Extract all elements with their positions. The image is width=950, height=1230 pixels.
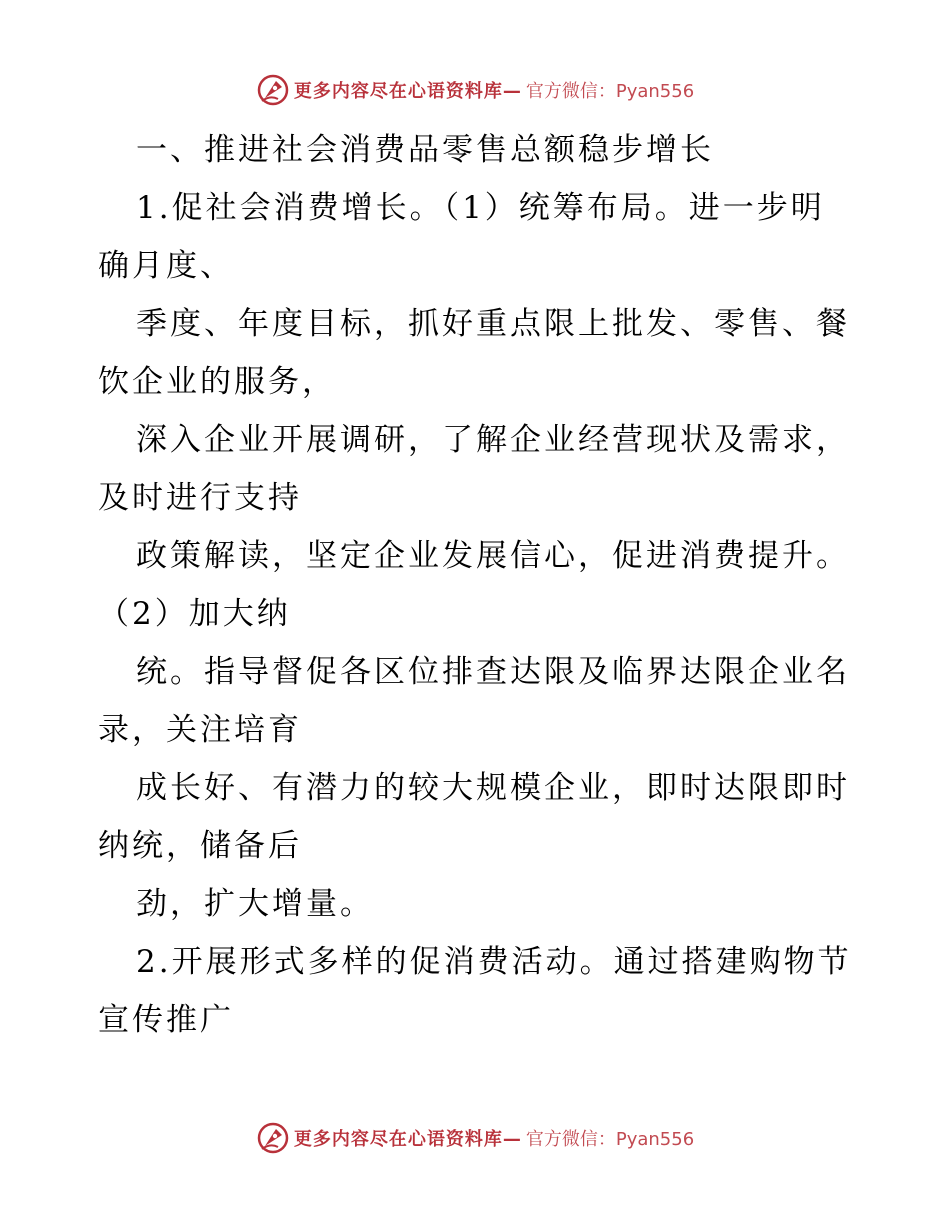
- document-body: [98, 121, 858, 1049]
- pen-nib-circle-logo-icon: [256, 73, 290, 107]
- header-promo-text: 更多内容尽在心语资料库—: [293, 81, 522, 102]
- doc-line: 及时进行支持: [98, 480, 302, 516]
- doc-line: 政策解读，坚定企业发展信心，促进消费提升。: [136, 538, 850, 574]
- doc-line: 一、推进社会消费品零售总额稳步增长: [136, 132, 714, 168]
- doc-line: 纳统，储备后: [98, 828, 302, 864]
- doc-line: 饮企业的服务，: [98, 364, 336, 400]
- doc-line: 统。指导督促各区位排查达限及临界达限企业名: [136, 654, 850, 690]
- doc-line: 2.开展形式多样的促消费活动。通过搭建购物节: [136, 944, 852, 980]
- doc-line: 宣传推广: [98, 1002, 234, 1038]
- footer-banner: [0, 1118, 950, 1158]
- pen-nib-circle-logo-icon: [256, 1121, 290, 1155]
- header-wechat-text: 官方微信：Pyan556: [525, 81, 695, 102]
- doc-line: 1.促社会消费增长。（1）统筹布局。进一步明: [136, 190, 825, 226]
- doc-line: 录，关注培育: [98, 712, 302, 748]
- doc-line: 确月度、: [98, 248, 234, 284]
- doc-line: 劲，扩大增量。: [136, 886, 374, 922]
- footer-promo-text: 更多内容尽在心语资料库—: [293, 1129, 522, 1150]
- doc-line: 深入企业开展调研，了解企业经营现状及需求，: [136, 422, 850, 458]
- doc-line: （2）加大纳: [98, 596, 291, 632]
- doc-line: 成长好、有潜力的较大规模企业，即时达限即时: [136, 770, 850, 806]
- doc-line: 季度、年度目标，抓好重点限上批发、零售、餐: [136, 306, 850, 342]
- header-banner: [0, 70, 950, 110]
- footer-wechat-text: 官方微信：Pyan556: [525, 1129, 695, 1150]
